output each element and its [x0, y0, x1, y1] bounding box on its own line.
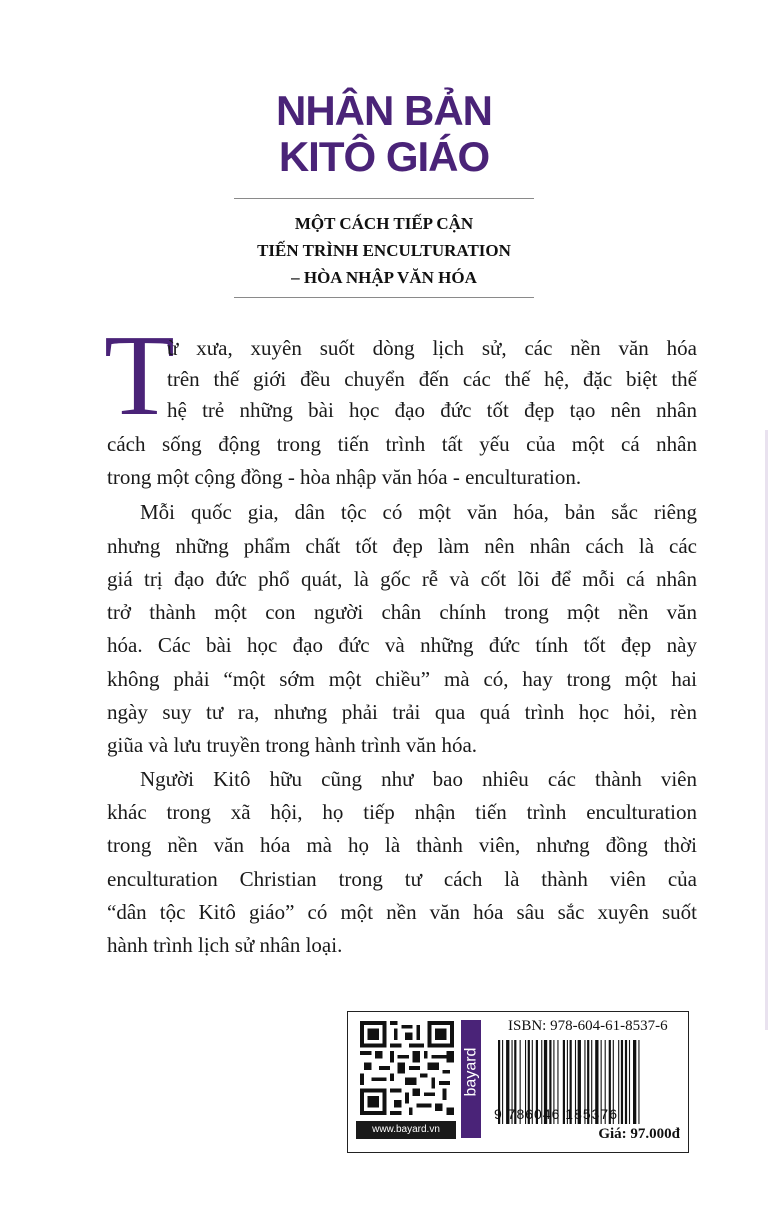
body-line: khác trong xã hội, họ tiếp nhận tiến trình enculturation — [107, 800, 697, 824]
qr-code — [360, 1021, 454, 1115]
body-line: Người Kitô hữu cũng như bao nhiêu các thành viên — [140, 767, 697, 791]
body-line: cách sống động trong tiến trình tất yếu của một cá nhân — [107, 432, 697, 456]
body-line: Mỗi quốc gia, dân tộc có một văn hóa, bản sắc riêng — [140, 500, 697, 524]
body-line: không phải “một sớm một chiều” mà có, hay trong một hai — [107, 667, 697, 691]
body-line: enculturation Christian trong tư cách là thành viên của — [107, 867, 697, 891]
body-line: trên thế giới đều chuyển đến các thế hệ, đặc biệt thế — [167, 367, 697, 391]
body-line: hóa. Các bài học đạo đức và những đức tính tốt đẹp này — [107, 633, 697, 657]
drop-cap: T — [104, 312, 175, 440]
body-line: trong nền văn hóa mà họ là thành viên, nhưng đồng thời — [107, 833, 697, 857]
price: Giá: 97.000đ — [598, 1126, 680, 1142]
body-line: trở thành một con người chân chính trong một nền văn — [107, 600, 697, 624]
body-line: ngày suy tư ra, nhưng phải trải qua quá trình học hỏi, rèn — [107, 700, 697, 724]
barcode-digits: 9 786046 185376 — [494, 1106, 618, 1122]
body-line: trong một cộng đồng - hòa nhập văn hóa - enculturation. — [107, 465, 582, 489]
subtitle-line-2: TIẾN TRÌNH ENCULTURATION — [257, 241, 511, 260]
book-title — [0, 88, 768, 180]
barcode-panel — [347, 1011, 689, 1153]
website-label: www.bayard.vn — [356, 1121, 456, 1139]
publisher-name: bayard — [462, 1047, 480, 1097]
isbn: ISBN: 978-604-61-8537-6 — [508, 1018, 668, 1034]
divider-top — [234, 198, 534, 199]
body-line: giũa và lưu truyền trong hành trình văn hóa. — [107, 733, 478, 757]
body-line: hệ trẻ những bài học đạo đức tốt đẹp tạo nên nhân — [167, 398, 697, 422]
publisher-logo — [461, 1020, 481, 1124]
body-line: ừ xưa, xuyên suốt dòng lịch sử, các nền văn hóa — [167, 336, 697, 360]
divider-bottom — [234, 297, 534, 298]
body-line: hành trình lịch sử nhân loại. — [107, 933, 343, 957]
body-line: giá trị đạo đức phổ quát, là gốc rễ và cốt lõi để mỗi cá nhân — [107, 567, 697, 591]
body-line: “dân tộc Kitô giáo” có một nền văn hóa sâu sắc xuyên suốt — [107, 900, 697, 924]
subtitle-line-1: MỘT CÁCH TIẾP CẬN — [294, 214, 474, 233]
subtitle — [0, 210, 768, 291]
subtitle-line-3: – HÒA NHẬP VĂN HÓA — [291, 268, 477, 287]
body-line: nhưng những phẩm chất tốt đẹp làm nên nhân cách là các — [107, 534, 697, 558]
title-line-1: NHÂN BẢN — [276, 87, 492, 134]
title-line-2: KITÔ GIÁO — [278, 133, 490, 180]
